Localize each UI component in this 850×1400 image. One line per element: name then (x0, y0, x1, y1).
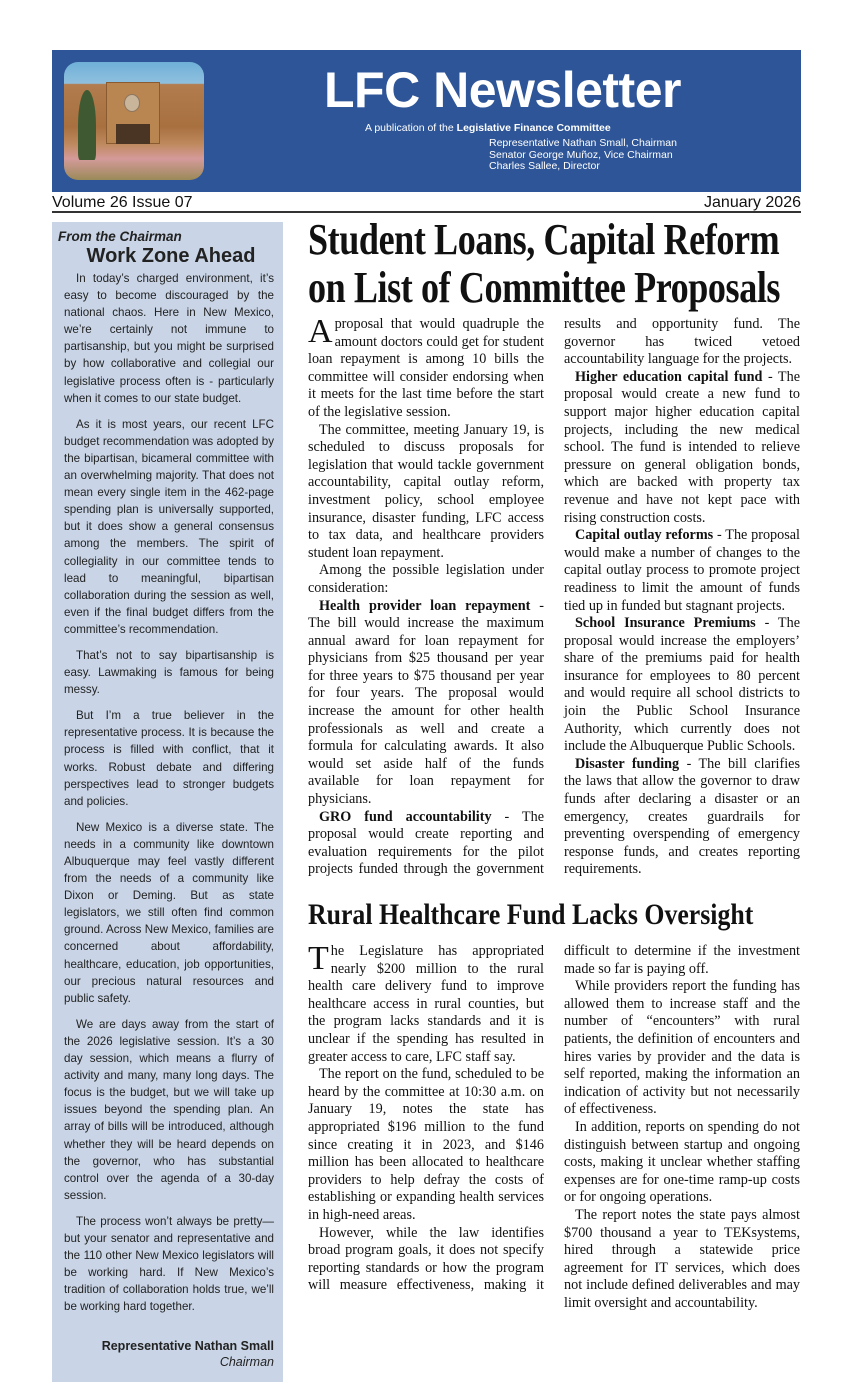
officer: Charles Sallee, Director (489, 160, 600, 172)
issue-bar (52, 193, 801, 213)
article-paragraph (308, 422, 544, 563)
sidebar-paragraph: The process won’t always be pretty—but your senator and representative and the 110 other New Mexico legislators will be working hard. If New Mexico’s tradition of collaboration holds true, we’ll be working hard together. (64, 1214, 274, 1314)
sidebar-kicker: From the Chairman (58, 229, 182, 244)
sidebar-paragraph: We are days away from the start of the 2026 legislative session. It’s a 30 day session, which means a flurry of activity and many, many long days. The focus is the budget, but we will take up issues beyond the spending plan. An array of bills will be introduced, although whether they will be heard depends on the governor, who has substantial control over the agenda of a 30-day session. (64, 1017, 274, 1202)
sidebar-paragraph: New Mexico is a diverse state. The needs in a community like downtown Albuquerque may feel vastly different from the needs of a community like Dixon or Deming. But as state legislators, we still often find common ground. Across New Mexico, families are concerned about affordability, healthcare, education, job opportunities, our precious natural resources and public safety. (64, 820, 274, 1005)
sidebar-title: Work Zone Ahead (86, 245, 256, 267)
article1-headline (308, 215, 781, 312)
paragraph-text: The committee, meeting January 19, is scheduled to discuss proposals for legislation that would tackle government accountability, capital outlay reform, investment policy, school employee insurance, disaster funding, LFC access to tax data, and healthcare providers student loan repayment. (308, 421, 544, 561)
officers-list (489, 138, 677, 173)
paragraph-lead: Higher education capital fund (575, 368, 763, 385)
paragraph-text: Among the possible legislation under consideration: (308, 562, 544, 596)
paragraph-lead: GRO fund accountability (319, 808, 492, 825)
signature-role: Chairman (219, 1355, 274, 1370)
newsletter-title: LFC Newsletter (324, 62, 681, 118)
entrance-shape (116, 124, 150, 144)
publication-line (365, 122, 611, 135)
paragraph-text: proposal that would quadruple the amount doctors could get for student loan repayment is among 10 bills the committee will consider endorsing when it meets for the last time before the start of the legislative session. (308, 316, 544, 420)
paragraph-lead: Capital outlay reforms (575, 527, 714, 544)
chairman-sidebar (52, 222, 283, 1382)
article-paragraph (308, 598, 544, 809)
article-paragraph (564, 527, 800, 615)
article-paragraph: The report notes the state pays almost $700 thousand a year to TEKsystems, hired through a statewide price agreement for IT services, which does not include defined deliverables and may limit oversight and accountability. (564, 1206, 800, 1311)
sidebar-paragraph: As it is most years, our recent LFC budget recommendation was adopted by the bipartisan, bicameral committee with an overwhelming majority. That does not mean every single item in the 462-page spending plan is universally supported, but it does show a general consensus among the members. The spirit of collegiality in our committee tends to lead to meaningful, bipartisan collaboration during the session as well, even if the final budget differs from the committee’s recommendation. (64, 417, 274, 636)
seal-shape (124, 94, 140, 112)
masthead (52, 50, 801, 192)
paragraph-text: - The proposal would create reporting and evaluation requirements for the pilot projects funded through the government results and opportunity fund. The governor has twiced vetoed accountability language for the projects. (308, 316, 800, 878)
article-paragraph: However, while the law identifies broad program goals, it does not specify reporting standards or how the program will measure effectiveness, making it difficult to determine if the investment made so far is paying off. (308, 943, 800, 1294)
drop-cap: T (308, 940, 329, 977)
signature-name: Representative Nathan Small (101, 1339, 274, 1354)
paragraph-lead: Health provider loan repayment (319, 597, 531, 614)
article-paragraph: The report on the fund, scheduled to be heard by the committee at 10:30 a.m. on January 19, notes the state has appropriated $196 million to the fund since creating it in 2023, and $146 million has been allocated to healthcare providers to help defray the costs of establishing or expanding health services in high-need areas. (308, 1066, 544, 1223)
paragraph-text: - The proposal would make a number of changes to the capital outlay process to promote project readiness to limit the amount of funds tied up in funded but stagnant projects. (564, 527, 801, 614)
drop-cap: A (308, 313, 333, 350)
sidebar-paragraph: In today’s charged environment, it’s easy to become discouraged by the national chaos. Here in New Mexico, we’re certainly not immune to partisanship, but you might be surprised by how collaborative and collegial our legislative process often is - particularly when it comes to our state budget. (64, 272, 274, 405)
signature (58, 1324, 274, 1370)
article-paragraph (564, 615, 800, 756)
article2-body (308, 940, 800, 1312)
article-paragraph: In addition, reports on spending do not distinguish between startup and ongoing costs, making it unclear whether staffing expenses are for one-time ramp-up costs or for ongoing operations. (564, 1118, 800, 1206)
article-paragraph: While providers report the funding has allowed them to increase staff and the number of “encounters” with rural patients, the definition of encounters and hires varies by provider and the data is self reported, making the information an indication of activity but not necessarily of effectiveness. (564, 978, 800, 1118)
headline-line: Student Loans, Capital Reform (308, 215, 780, 264)
article-paragraph (308, 940, 544, 1066)
paragraph-text: - The bill clarifies the laws that allow the governor to draw funds after declaring a disaster or an emergency, creates guardrails for preventing overspending of emergency response funds, and creates reporting requirements. (564, 755, 800, 878)
paragraph-text: - The proposal would create a new fund to support major higher education capital projects, including the new medical school. The fund is intended to relieve pressure on general obligation bonds, which are backed with property tax revenue and have not kept pace with rising construction costs. (564, 368, 800, 526)
volume-issue: Volume 26 Issue 07 (52, 194, 193, 211)
paragraph-text: - The proposal would increase the employers’ share of the premiums paid for health insurance for employees to 80 percent and would require all school districts to join the Public School Insurance Authority, which currently does not include the Albuquerque Public Schools. (564, 615, 800, 755)
article-paragraph (564, 369, 800, 527)
article1-body (308, 313, 801, 879)
headline-line: on List of Committee Proposals (308, 263, 781, 312)
article-paragraph (308, 562, 544, 597)
publication-org: Legislative Finance Committee (456, 122, 611, 134)
paragraph-text: he Legislature has appropriated nearly $200 million to the rural health care delivery fund to improve healthcare access in rural counties, but the program lacks standards and it is unclear if the spending has resulted in greater access to care, LFC staff say. (308, 943, 544, 1065)
publication-prefix: A publication of the (365, 122, 457, 134)
sidebar-paragraph: But I’m a true believer in the representative process. It is because the process is filled with conflict, that it works. Robust debate and differing perspectives lead to stronger budgets and policies. (64, 709, 274, 808)
issue-date: January 2026 (704, 194, 801, 211)
tree-shape (78, 90, 96, 160)
paragraph-lead: School Insurance Premiums (575, 615, 756, 632)
paragraph-text: - The bill would increase the maximum annual award for loan repayment for physicians from $25 thousand per year for three years to $75 thousand per year for four years. The proposal would increase the amount for other health professionals as well and create a formula for calculating awards. It also would set aside half of the funds available for loan repayment for physicians. (308, 597, 544, 808)
sidebar-paragraph: That’s not to say bipartisanship is easy. Lawmaking is famous for being messy. (64, 648, 274, 697)
paragraph-lead: Disaster funding (575, 755, 680, 772)
main-content (308, 216, 800, 1312)
article2-headline: Rural Healthcare Fund Lacks Oversight (308, 898, 754, 931)
capitol-building-photo (64, 62, 204, 180)
article-paragraph (564, 756, 800, 879)
article-paragraph (308, 313, 544, 422)
officer: Senator George Muñoz, Vice Chairman (489, 148, 673, 161)
officer: Representative Nathan Small, Chairman (489, 137, 677, 149)
